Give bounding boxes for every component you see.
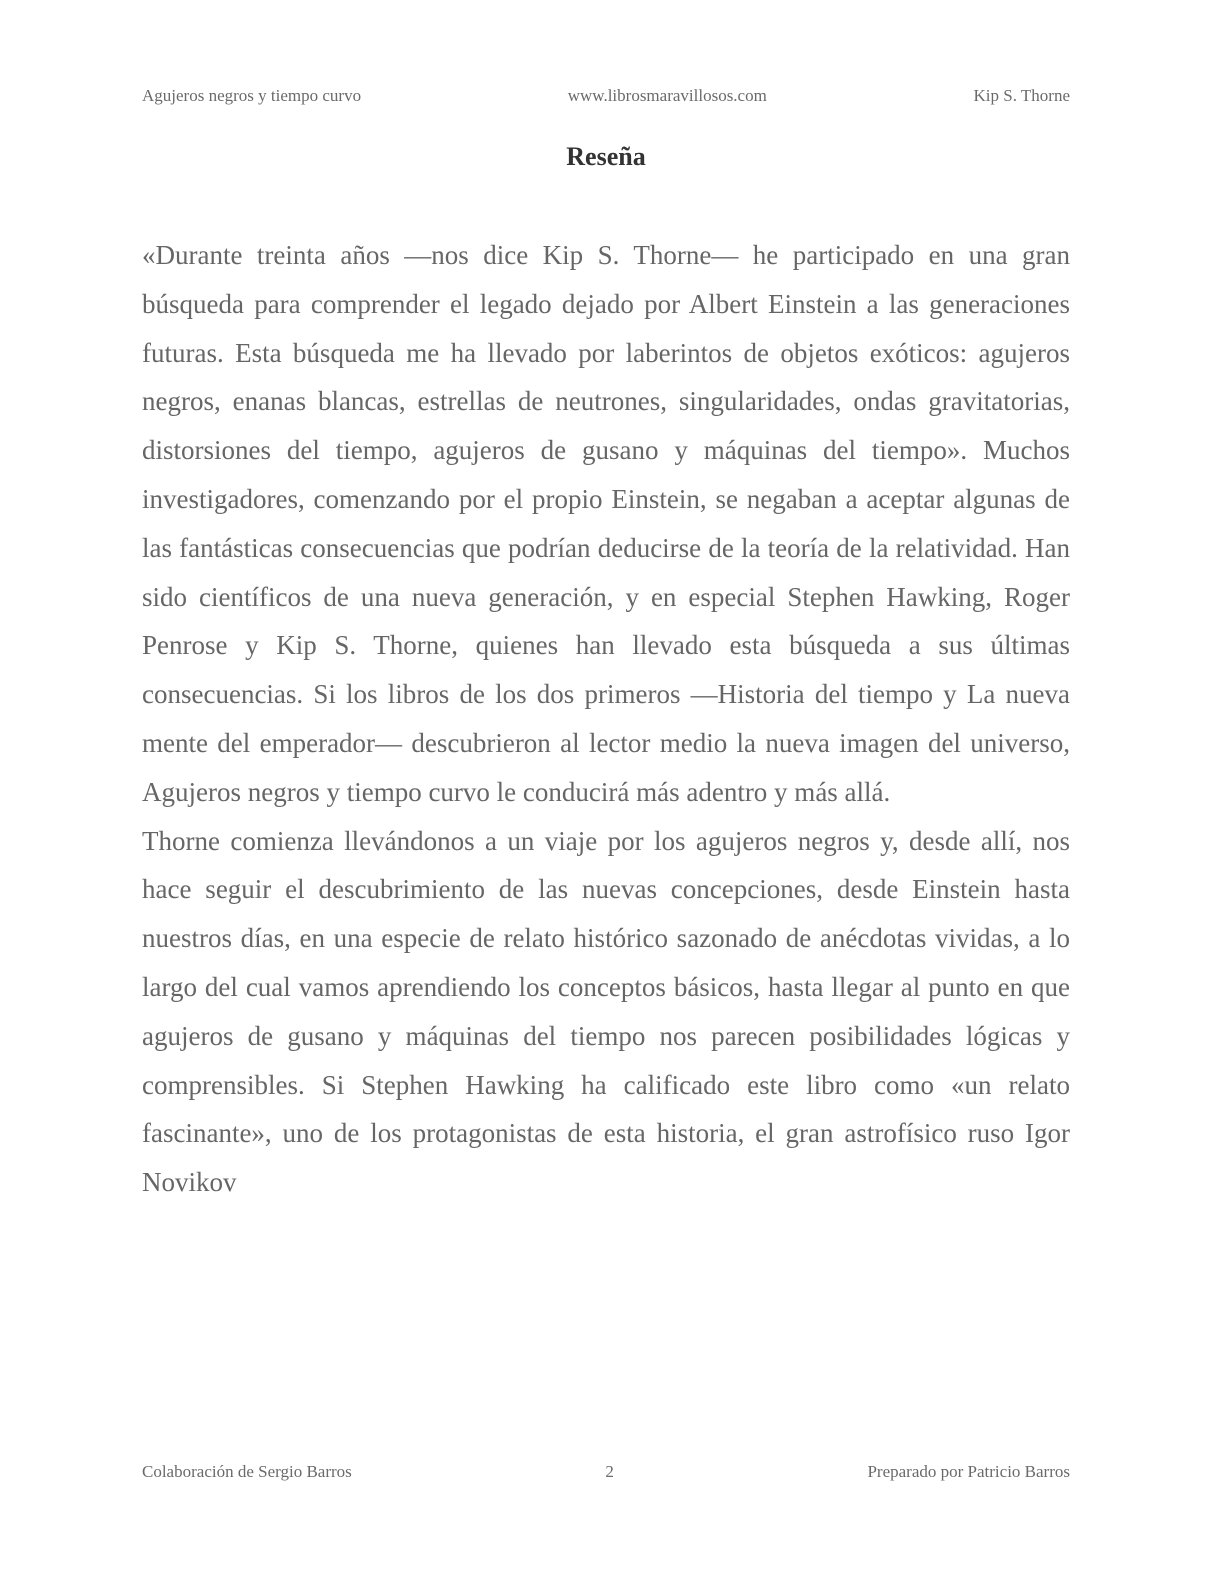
header-author: Kip S. Thorne [973, 86, 1070, 105]
running-footer [142, 1462, 1070, 1482]
footer-prepared-by: Preparado por Patricio Barros [867, 1462, 1070, 1481]
header-book-title: Agujeros negros y tiempo curvo [142, 86, 362, 105]
body-text [142, 231, 1070, 1207]
footer-collaboration: Colaboración de Sergio Barros [142, 1462, 352, 1481]
paragraph: Thorne comienza llevándonos a un viaje por los agujeros negros y, desde allí, nos hace seguir el descubrimiento de las nuevas concepciones, desde Einstein hasta nuestros días, en una especie de relato histórico sazonado de anécdotas vividas, a lo largo del cual vamos aprendiendo los conceptos básicos, hasta llegar al punto en que agujeros de gusano y máquinas del tiempo nos parecen posibilidades lógicas y comprensibles. Si Stephen Hawking ha calificado este libro como «un relato fascinante», uno de los protagonistas de esta historia, el gran astrofísico ruso Igor Novikov [142, 825, 1070, 1198]
page-title: Reseña [566, 142, 646, 171]
paragraph: «Durante treinta años —nos dice Kip S. Thorne— he participado en una gran búsqueda para comprender el legado dejado por Albert Einstein a las generaciones futuras. Esta búsqueda me ha llevado por laberintos de objetos exóticos: agujeros negros, enanas blancas, estrellas de neutrones, singularidades, ondas gravitatorias, distorsiones del tiempo, agujeros de gusano y máquinas del tiempo». Muchos investigadores, comenzando por el propio Einstein, se negaban a aceptar algunas de las fantásticas consecuencias que podrían deducirse de la teoría de la relatividad. Han sido científicos de una nueva generación, y en especial Stephen Hawking, Roger Penrose y Kip S. Thorne, quienes han llevado esta búsqueda a sus últimas consecuencias. Si los libros de los dos primeros —Historia del tiempo y La nueva mente del emperador— descubrieron al lector medio la nueva imagen del universo, Agujeros negros y tiempo curvo le conducirá más adentro y más allá. [142, 240, 1070, 807]
page-number: 2 [605, 1462, 614, 1481]
header-website: www.librosmaravillosos.com [567, 86, 767, 105]
running-header [142, 86, 1070, 106]
